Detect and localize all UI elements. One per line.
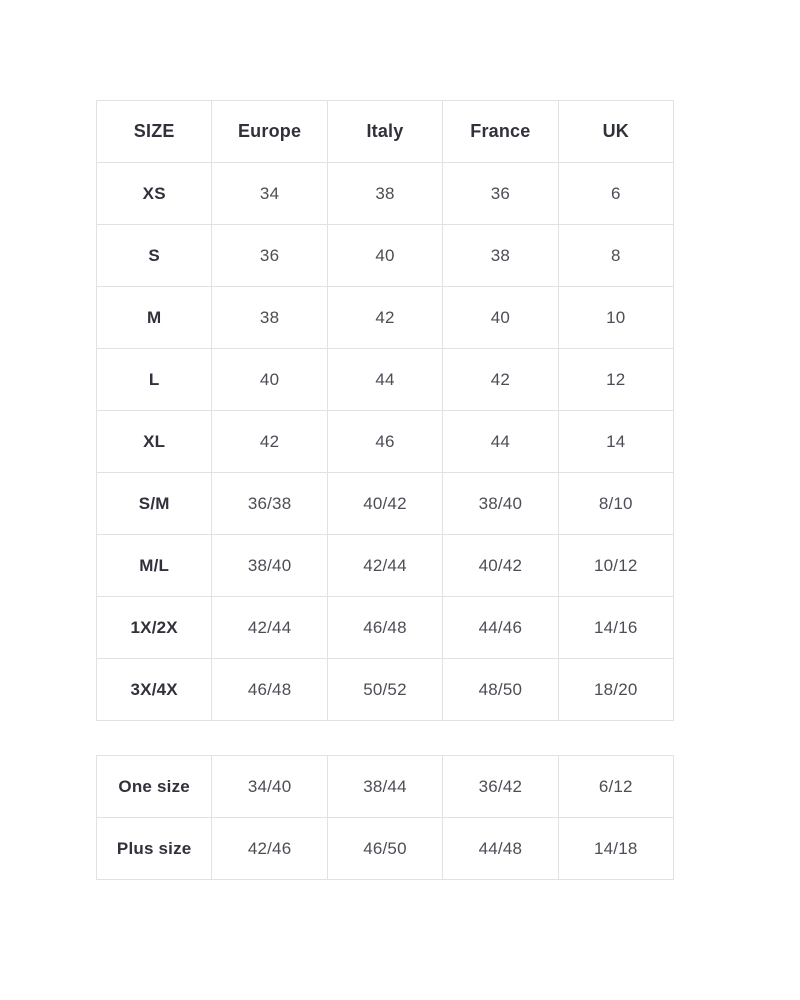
size-value-cell: 50/52 [327,659,442,721]
size-value-cell: 6/12 [558,756,673,818]
size-value-cell: 40 [212,349,327,411]
table-row [97,535,674,597]
size-label-cell: S [97,225,212,287]
table-row [97,818,674,880]
size-value-cell: 40 [443,287,558,349]
size-label-cell: L [97,349,212,411]
table-row [97,163,674,225]
size-value-cell: 44 [327,349,442,411]
size-value-cell: 42/44 [327,535,442,597]
size-value-cell: 36 [443,163,558,225]
header-row [97,101,674,163]
size-value-cell: 14/18 [558,818,673,880]
size-value-cell: 34/40 [212,756,327,818]
table-row [97,287,674,349]
size-value-cell: 36/42 [443,756,558,818]
size-label-cell: XS [97,163,212,225]
table-row [97,473,674,535]
size-value-cell: 10 [558,287,673,349]
size-label-cell: XL [97,411,212,473]
size-value-cell: 10/12 [558,535,673,597]
size-value-cell: 46/48 [327,597,442,659]
size-value-cell: 40/42 [327,473,442,535]
table-row [97,411,674,473]
size-value-cell: 40/42 [443,535,558,597]
size-value-cell: 14 [558,411,673,473]
column-header-italy: Italy [327,101,442,163]
size-value-cell: 6 [558,163,673,225]
size-value-cell: 38/40 [212,535,327,597]
size-value-cell: 14/16 [558,597,673,659]
tables-container [96,100,674,880]
size-value-cell: 44/48 [443,818,558,880]
size-label-cell: M/L [97,535,212,597]
size-value-cell: 38/44 [327,756,442,818]
size-value-cell: 46/50 [327,818,442,880]
size-value-cell: 46/48 [212,659,327,721]
size-value-cell: 38 [443,225,558,287]
column-header-uk: UK [558,101,673,163]
size-value-cell: 42 [443,349,558,411]
size-value-cell: 44 [443,411,558,473]
size-value-cell: 38 [212,287,327,349]
size-value-cell: 34 [212,163,327,225]
table-row [97,349,674,411]
size-value-cell: 8 [558,225,673,287]
size-value-cell: 40 [327,225,442,287]
size-value-cell: 42 [212,411,327,473]
size-value-cell: 48/50 [443,659,558,721]
size-value-cell: 42 [327,287,442,349]
column-header-europe: Europe [212,101,327,163]
column-header-france: France [443,101,558,163]
table-row [97,659,674,721]
size-value-cell: 36 [212,225,327,287]
size-label-cell: 1X/2X [97,597,212,659]
table-row [97,225,674,287]
table-row [97,597,674,659]
size-label-cell: Plus size [97,818,212,880]
size-value-cell: 8/10 [558,473,673,535]
size-value-cell: 42/46 [212,818,327,880]
size-value-cell: 46 [327,411,442,473]
size-value-cell: 36/38 [212,473,327,535]
one-size-table [96,755,674,880]
size-value-cell: 38 [327,163,442,225]
size-value-cell: 44/46 [443,597,558,659]
size-label-cell: S/M [97,473,212,535]
table-row [97,756,674,818]
size-label-cell: M [97,287,212,349]
size-conversion-table [96,100,674,721]
table-gap [96,721,674,755]
size-label-cell: One size [97,756,212,818]
size-value-cell: 18/20 [558,659,673,721]
column-header-size: SIZE [97,101,212,163]
size-label-cell: 3X/4X [97,659,212,721]
size-value-cell: 12 [558,349,673,411]
size-value-cell: 38/40 [443,473,558,535]
size-value-cell: 42/44 [212,597,327,659]
